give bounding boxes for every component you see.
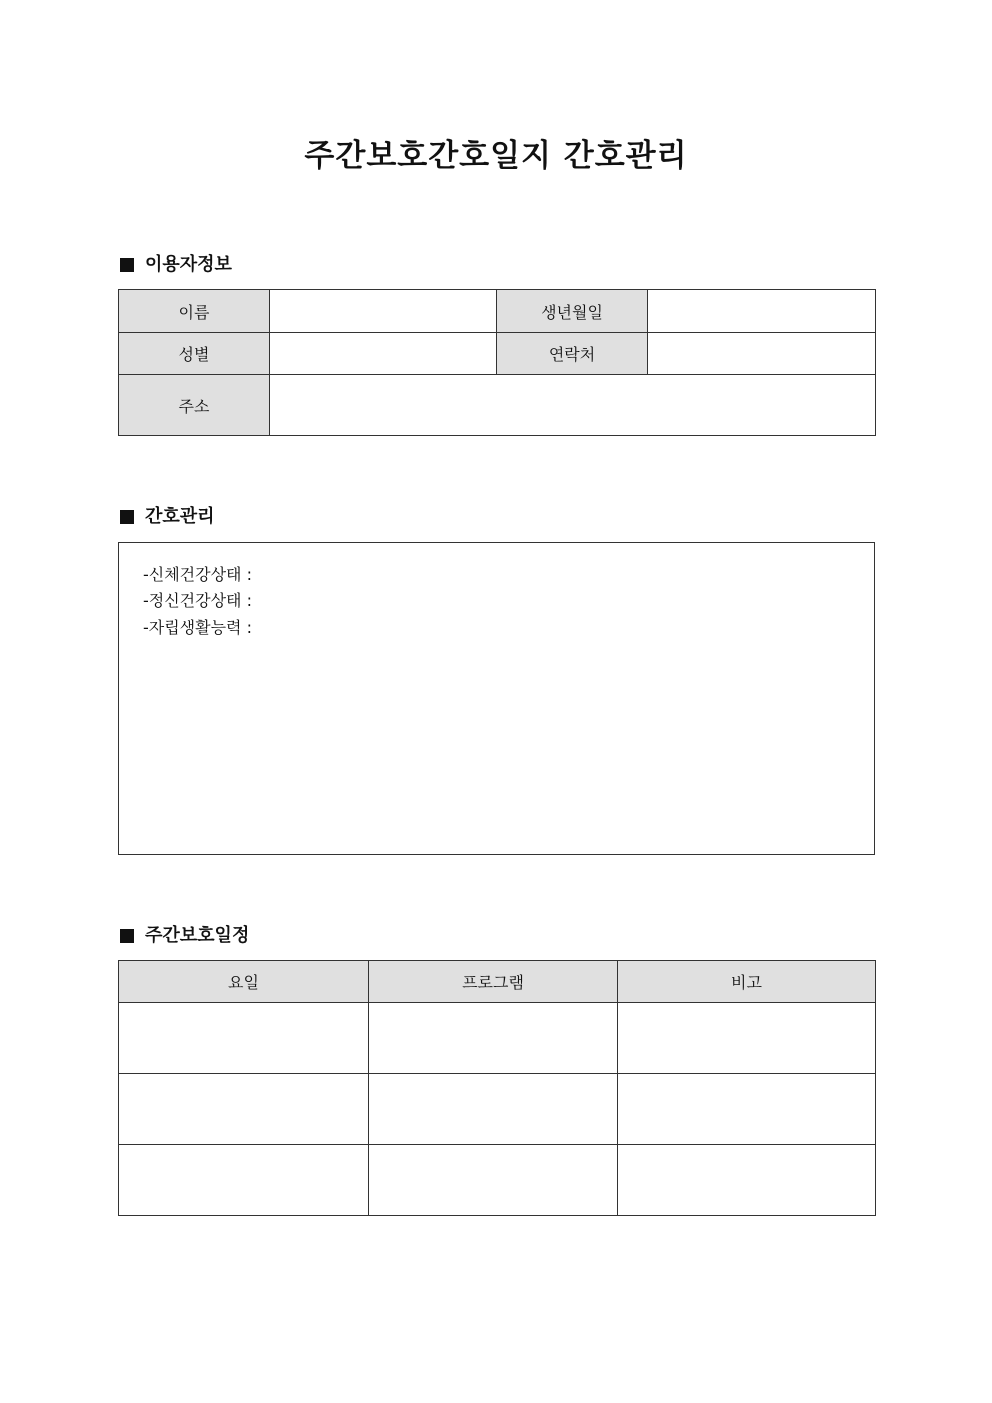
name-label: 이름 (119, 290, 270, 333)
column-header-program: 프로그램 (369, 961, 618, 1003)
nursing-notes-box[interactable] (118, 542, 875, 855)
independent-living-line: -자립생활능력 : (143, 618, 252, 637)
schedule-table (118, 960, 876, 1216)
birth-field[interactable] (648, 290, 876, 333)
square-bullet-icon (120, 510, 134, 524)
note-cell[interactable] (618, 1074, 876, 1145)
physical-health-line: -신체건강상태 : (143, 565, 252, 584)
column-header-day: 요일 (119, 961, 369, 1003)
schedule-heading-text: 주간보호일정 (145, 925, 250, 946)
day-cell[interactable] (119, 1145, 369, 1216)
nursing-heading (120, 504, 215, 530)
user-info-row-name (119, 290, 876, 333)
user-info-table (118, 289, 876, 436)
birth-label: 생년월일 (497, 290, 648, 333)
schedule-row (119, 1074, 876, 1145)
square-bullet-icon (120, 929, 134, 943)
name-field[interactable] (270, 290, 497, 333)
day-cell[interactable] (119, 1074, 369, 1145)
gender-field[interactable] (270, 333, 497, 375)
schedule-heading (120, 923, 249, 949)
program-cell[interactable] (369, 1074, 618, 1145)
contact-label: 연락처 (497, 333, 648, 375)
address-field[interactable] (270, 375, 876, 436)
gender-label: 성별 (119, 333, 270, 375)
user-info-heading (120, 252, 232, 278)
nursing-heading-text: 간호관리 (145, 506, 215, 527)
program-cell[interactable] (369, 1003, 618, 1074)
note-cell[interactable] (618, 1145, 876, 1216)
day-cell[interactable] (119, 1003, 369, 1074)
user-info-row-gender (119, 333, 876, 375)
page-title: 주간보호간호일지 간호관리 (304, 138, 688, 174)
schedule-header-row (119, 961, 876, 1003)
column-header-note: 비고 (618, 961, 876, 1003)
program-cell[interactable] (369, 1145, 618, 1216)
user-info-row-address (119, 375, 876, 436)
mental-health-line: -정신건강상태 : (143, 591, 252, 610)
square-bullet-icon (120, 258, 134, 272)
address-label: 주소 (119, 375, 270, 436)
contact-field[interactable] (648, 333, 876, 375)
schedule-row (119, 1145, 876, 1216)
note-cell[interactable] (618, 1003, 876, 1074)
schedule-row (119, 1003, 876, 1074)
user-info-heading-text: 이용자정보 (145, 254, 232, 275)
